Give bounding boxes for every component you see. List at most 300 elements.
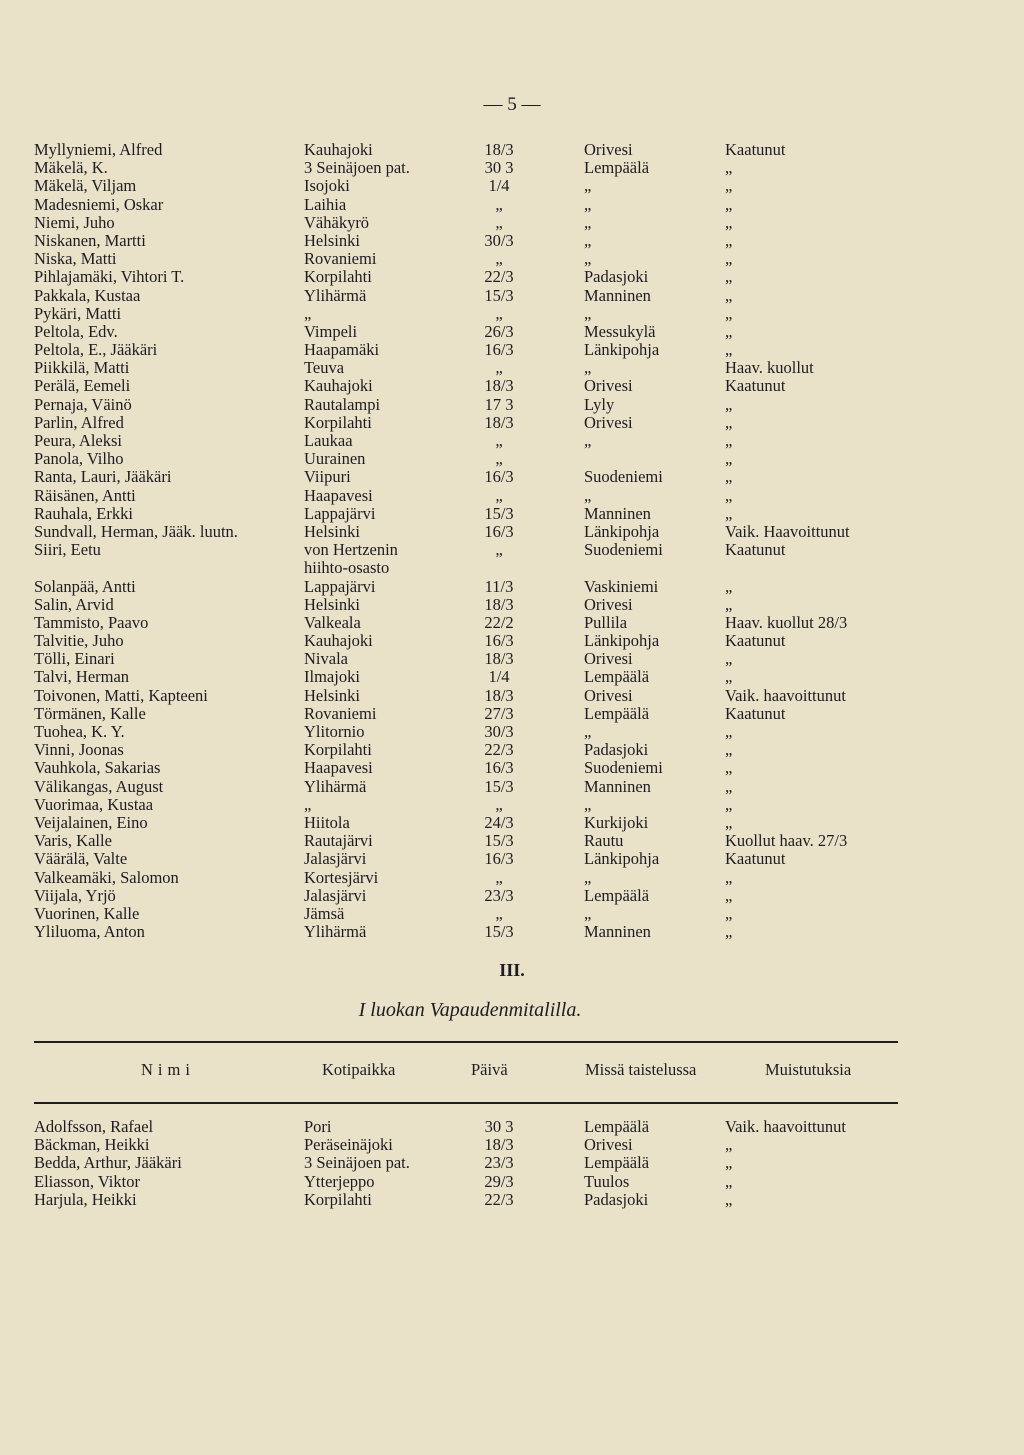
battle-cell: Manninen	[584, 922, 651, 942]
name-cell: Siiri, Eetu	[34, 540, 101, 560]
hometown-cell: Rautalampi	[304, 394, 381, 414]
battle-cell: Lempäälä	[584, 158, 650, 178]
table-row	[34, 705, 914, 723]
remarks-cell: Kaatunut	[725, 140, 786, 159]
date-cell: 16/3	[484, 758, 514, 778]
battle-cell: „	[584, 485, 592, 505]
remarks-cell: „	[725, 1153, 733, 1173]
hometown-cell: hiihto-osasto	[304, 558, 390, 578]
name-cell: Eliasson, Viktor	[34, 1171, 140, 1191]
section-title: I luokan Vapaudenmitalilla.	[358, 999, 582, 1021]
hometown-cell: Teuva	[304, 358, 345, 378]
remarks-cell: „	[725, 249, 733, 269]
name-cell: Tammisto, Paavo	[34, 612, 149, 632]
table-row	[34, 341, 914, 359]
remarks-cell: „	[725, 812, 733, 832]
date-cell: 24/3	[484, 812, 514, 832]
date-cell: „	[495, 194, 503, 214]
remarks-cell: „	[725, 885, 733, 905]
date-cell: „	[495, 540, 503, 560]
hometown-cell: Helsinki	[304, 521, 360, 541]
table-row	[34, 923, 914, 941]
battle-cell: Orivesi	[584, 649, 633, 669]
name-cell: Peltola, Edv.	[34, 321, 118, 341]
remarks-cell: „	[725, 267, 733, 287]
date-cell: „	[495, 212, 503, 232]
remarks-cell: „	[725, 285, 733, 305]
name-cell: Tuohea, K. Y.	[34, 722, 125, 741]
date-cell: „	[495, 249, 503, 269]
table-row	[34, 1136, 914, 1154]
hometown-cell: Ilmajoki	[304, 667, 360, 687]
date-cell: „	[495, 903, 503, 923]
date-cell: 15/3	[484, 503, 514, 523]
hometown-cell: Rovaniemi	[304, 249, 377, 269]
remarks-cell: „	[725, 667, 733, 687]
column-header-battle: Missä taistelussa	[585, 1060, 697, 1079]
column-header-date: Päivä	[471, 1060, 508, 1079]
hometown-cell: Haapavesi	[304, 485, 373, 505]
battle-cell: Länkipohja	[584, 631, 660, 651]
name-cell: Perälä, Eemeli	[34, 376, 131, 396]
hometown-cell: Lappajärvi	[304, 576, 376, 596]
name-cell: Räisänen, Antti	[34, 485, 136, 505]
table-row	[34, 596, 914, 614]
remarks-cell: „	[725, 867, 733, 887]
battle-cell: Manninen	[584, 285, 651, 305]
date-cell: 16/3	[484, 631, 514, 651]
battle-cell: Suodeniemi	[584, 467, 663, 487]
remarks-cell: Haav. kuollut	[725, 358, 814, 378]
remarks-cell: „	[725, 740, 733, 760]
date-cell: 15/3	[484, 285, 514, 305]
date-cell: 18/3	[484, 140, 514, 159]
name-cell: Vauhkola, Sakarias	[34, 758, 161, 778]
battle-cell: „	[584, 722, 592, 741]
date-cell: 16/3	[484, 467, 514, 487]
hometown-cell: Isojoki	[304, 176, 350, 196]
remarks-cell: „	[725, 722, 733, 741]
battle-cell: Länkipohja	[584, 521, 660, 541]
hometown-cell: Ylihärmä	[304, 285, 367, 305]
battle-cell: Lempäälä	[584, 667, 650, 687]
name-cell: Myllyniemi, Alfred	[34, 140, 163, 159]
hometown-cell: Helsinki	[304, 594, 360, 614]
battle-cell: „	[584, 176, 592, 196]
table-row	[34, 759, 914, 777]
table-row	[34, 559, 914, 577]
hometown-cell: Kauhajoki	[304, 140, 373, 159]
table-row	[34, 359, 914, 377]
battle-cell: Padasjoki	[584, 267, 649, 287]
date-cell: 22/2	[484, 612, 514, 632]
remarks-cell: „	[725, 594, 733, 614]
battle-cell: Messukylä	[584, 321, 656, 341]
remarks-cell: „	[725, 649, 733, 669]
battle-cell: Suodeniemi	[584, 540, 663, 560]
table-row	[34, 468, 914, 486]
table-row	[34, 177, 914, 195]
remarks-cell: „	[725, 503, 733, 523]
hometown-cell: Jalasjärvi	[304, 885, 367, 905]
remarks-cell: Haav. kuollut 28/3	[725, 612, 848, 632]
table-row	[34, 305, 914, 323]
hometown-cell: Jalasjärvi	[304, 849, 367, 869]
name-cell: Rauhala, Erkki	[34, 503, 133, 523]
hometown-cell: Korpilahti	[304, 1189, 372, 1209]
name-cell: Talvi, Herman	[34, 667, 130, 687]
name-cell: Madesniemi, Oskar	[34, 194, 164, 214]
remarks-cell: „	[725, 467, 733, 487]
name-cell: Adolfsson, Rafael	[34, 1117, 154, 1136]
battle-cell: Lempäälä	[584, 885, 650, 905]
table-row	[34, 614, 914, 632]
date-cell: „	[495, 303, 503, 323]
battle-cell: Länkipohja	[584, 849, 660, 869]
hometown-cell: Kauhajoki	[304, 376, 373, 396]
date-cell: 30 3	[484, 1117, 514, 1136]
battle-cell: Vaskiniemi	[584, 576, 659, 596]
name-cell: Pernaja, Väinö	[34, 394, 132, 414]
hometown-cell: Korpilahti	[304, 267, 372, 287]
remarks-cell: Vaik. Haavoittunut	[725, 521, 850, 541]
hometown-cell: Laihia	[304, 194, 347, 214]
date-cell: „	[495, 867, 503, 887]
name-cell: Solanpää, Antti	[34, 576, 136, 596]
table-row	[34, 723, 914, 741]
hometown-cell: Haapamäki	[304, 340, 380, 360]
hometown-cell: Ylihärmä	[304, 922, 367, 942]
name-cell: Toivonen, Matti, Kapteeni	[34, 685, 208, 705]
hometown-cell: von Hertzenin	[304, 540, 398, 560]
remarks-cell: „	[725, 449, 733, 469]
battle-cell: „	[584, 431, 592, 450]
date-cell: 18/3	[484, 594, 514, 614]
column-header-hometown: Kotipaikka	[322, 1060, 396, 1079]
name-cell: Törmänen, Kalle	[34, 703, 146, 723]
hometown-cell: Vähäkyrö	[304, 212, 370, 232]
remarks-cell: Kaatunut	[725, 540, 786, 560]
date-cell: 22/3	[484, 740, 514, 760]
battle-cell: Orivesi	[584, 1135, 633, 1155]
remarks-cell: „	[725, 794, 733, 814]
remarks-cell: Kaatunut	[725, 703, 786, 723]
battle-cell: Kurkijoki	[584, 812, 649, 832]
name-cell: Talvitie, Juho	[34, 631, 124, 651]
name-cell: Ranta, Lauri, Jääkäri	[34, 467, 172, 487]
table-row	[34, 287, 914, 305]
battle-cell: Orivesi	[584, 685, 633, 705]
name-cell: Väärälä, Valte	[34, 849, 128, 869]
remarks-cell: Vaik. haavoittunut	[725, 1117, 846, 1136]
table-row	[34, 632, 914, 650]
hometown-cell: 3 Seinäjoen pat.	[304, 1153, 410, 1173]
table-row	[34, 887, 914, 905]
name-cell: Varis, Kalle	[34, 831, 112, 851]
table-row	[34, 741, 914, 759]
table-row	[34, 687, 914, 705]
table-row	[34, 578, 914, 596]
battle-cell: „	[584, 212, 592, 232]
casualty-list-upper	[34, 141, 914, 941]
hometown-cell: Viipuri	[304, 467, 351, 487]
date-cell: 18/3	[484, 649, 514, 669]
remarks-cell: „	[725, 776, 733, 796]
battle-cell: Länkipohja	[584, 340, 660, 360]
table-row	[34, 232, 914, 250]
battle-cell: „	[584, 230, 592, 250]
table-row	[34, 268, 914, 286]
name-cell: Pykäri, Matti	[34, 303, 122, 323]
name-cell: Panola, Vilho	[34, 449, 124, 469]
remarks-cell: „	[725, 394, 733, 414]
remarks-cell: „	[725, 485, 733, 505]
battle-cell: Padasjoki	[584, 1189, 649, 1209]
table-row	[34, 832, 914, 850]
date-cell: 29/3	[484, 1171, 514, 1191]
date-cell: 18/3	[484, 376, 514, 396]
date-cell: 22/3	[484, 267, 514, 287]
date-cell: „	[495, 449, 503, 469]
name-cell: Valkeamäki, Salomon	[34, 867, 179, 887]
battle-cell: Suodeniemi	[584, 758, 663, 778]
name-cell: Salin, Arvid	[34, 594, 114, 614]
table-row	[34, 1191, 914, 1209]
remarks-cell: „	[725, 922, 733, 942]
table-row	[34, 1173, 914, 1191]
hometown-cell: Korpilahti	[304, 740, 372, 760]
hometown-cell: Kortesjärvi	[304, 867, 379, 887]
battle-cell: Orivesi	[584, 140, 633, 159]
name-cell: Bäckman, Heikki	[34, 1135, 150, 1155]
remarks-cell: „	[725, 1189, 733, 1209]
date-cell: 30/3	[484, 722, 514, 741]
remarks-cell: „	[725, 412, 733, 432]
remarks-cell: Kuollut haav. 27/3	[725, 831, 848, 851]
battle-cell: Manninen	[584, 776, 651, 796]
battle-cell: Padasjoki	[584, 740, 649, 760]
remarks-cell: „	[725, 321, 733, 341]
table-row	[34, 850, 914, 868]
date-cell: 18/3	[484, 412, 514, 432]
battle-cell: „	[584, 867, 592, 887]
battle-cell: Rautu	[584, 831, 624, 851]
table-row	[34, 796, 914, 814]
header-rule-bottom	[34, 1102, 898, 1104]
hometown-cell: Haapavesi	[304, 758, 373, 778]
name-cell: Pakkala, Kustaa	[34, 285, 141, 305]
date-cell: 1/4	[488, 667, 510, 687]
table-row	[34, 523, 914, 541]
name-cell: Yliluoma, Anton	[34, 922, 145, 942]
battle-cell: „	[584, 903, 592, 923]
date-cell: 30/3	[484, 230, 514, 250]
remarks-cell: „	[725, 1135, 733, 1155]
date-cell: 15/3	[484, 776, 514, 796]
hometown-cell: Rautajärvi	[304, 831, 373, 851]
date-cell: „	[495, 485, 503, 505]
hometown-cell: Jämsä	[304, 903, 345, 923]
name-cell: Vuorimaa, Kustaa	[34, 794, 154, 814]
remarks-cell: Kaatunut	[725, 376, 786, 396]
table-row	[34, 450, 914, 468]
name-cell: Viijala, Yrjö	[34, 885, 116, 905]
name-cell: Parlin, Alfred	[34, 412, 124, 432]
remarks-cell: Kaatunut	[725, 849, 786, 869]
remarks-cell: „	[725, 230, 733, 250]
date-cell: „	[495, 431, 503, 450]
header-rule-top	[34, 1041, 898, 1043]
name-cell: Mäkelä, Viljam	[34, 176, 137, 196]
remarks-cell: Kaatunut	[725, 631, 786, 651]
battle-cell: Tuulos	[584, 1171, 630, 1191]
section-number: III.	[499, 960, 525, 980]
remarks-cell: „	[725, 431, 733, 450]
hometown-cell: Lappajärvi	[304, 503, 376, 523]
name-cell: Peltola, E., Jääkäri	[34, 340, 158, 360]
battle-cell: „	[584, 249, 592, 269]
battle-cell: Lempäälä	[584, 703, 650, 723]
column-header-remarks: Muistutuksia	[765, 1060, 852, 1079]
table-row	[34, 250, 914, 268]
name-cell: Sundvall, Herman, Jääk. luutn.	[34, 521, 238, 541]
date-cell: 16/3	[484, 521, 514, 541]
table-row	[34, 650, 914, 668]
hometown-cell: Rovaniemi	[304, 703, 377, 723]
battle-cell: Manninen	[584, 503, 651, 523]
name-cell: Bedda, Arthur, Jääkäri	[34, 1153, 182, 1173]
name-cell: Piikkilä, Matti	[34, 358, 130, 378]
date-cell: 15/3	[484, 922, 514, 942]
battle-cell: „	[584, 794, 592, 814]
name-cell: Vuorinen, Kalle	[34, 903, 140, 923]
hometown-cell: „	[304, 794, 312, 814]
date-cell: 22/3	[484, 1189, 514, 1209]
battle-cell: Lyly	[584, 394, 615, 414]
date-cell: 23/3	[484, 1153, 514, 1173]
date-cell: 18/3	[484, 685, 514, 705]
name-cell: Mäkelä, K.	[34, 158, 108, 178]
date-cell: 17 3	[484, 394, 514, 414]
date-cell: 16/3	[484, 849, 514, 869]
hometown-cell: Korpilahti	[304, 412, 372, 432]
hometown-cell: Hiitola	[304, 812, 350, 832]
battle-cell: Orivesi	[584, 412, 633, 432]
table-row	[34, 141, 914, 159]
battle-cell: „	[584, 358, 592, 378]
name-cell: Peura, Aleksi	[34, 431, 122, 450]
table-row	[34, 814, 914, 832]
battle-cell: Orivesi	[584, 376, 633, 396]
name-cell: Välikangas, August	[34, 776, 164, 796]
table-row	[34, 505, 914, 523]
table-row	[34, 1118, 914, 1136]
date-cell: 16/3	[484, 340, 514, 360]
table-row	[34, 905, 914, 923]
date-cell: „	[495, 794, 503, 814]
table-row	[34, 159, 914, 177]
date-cell: 30 3	[484, 158, 514, 178]
remarks-cell: „	[725, 158, 733, 178]
remarks-cell: Vaik. haavoittunut	[725, 685, 846, 705]
table-row	[34, 1154, 914, 1172]
date-cell: 27/3	[484, 703, 514, 723]
battle-cell: „	[584, 303, 592, 323]
remarks-cell: „	[725, 340, 733, 360]
date-cell: 26/3	[484, 321, 514, 341]
date-cell: „	[495, 358, 503, 378]
battle-cell: „	[584, 194, 592, 214]
table-row	[34, 541, 914, 559]
remarks-cell: „	[725, 194, 733, 214]
table-row	[34, 377, 914, 395]
page-number: — 5 —	[483, 94, 541, 115]
hometown-cell: Ylitornio	[304, 722, 365, 741]
table-row	[34, 869, 914, 887]
date-cell: 15/3	[484, 831, 514, 851]
hometown-cell: Helsinki	[304, 685, 360, 705]
battle-cell: Orivesi	[584, 594, 633, 614]
date-cell: 23/3	[484, 885, 514, 905]
hometown-cell: Uurainen	[304, 449, 366, 469]
date-cell: 11/3	[484, 576, 514, 596]
hometown-cell: Peräseinäjoki	[304, 1135, 393, 1155]
table-row	[34, 414, 914, 432]
hometown-cell: 3 Seinäjoen pat.	[304, 158, 410, 178]
table-row	[34, 214, 914, 232]
table-row	[34, 778, 914, 796]
remarks-cell: „	[725, 1171, 733, 1191]
name-cell: Veijalainen, Eino	[34, 812, 148, 832]
hometown-cell: Kauhajoki	[304, 631, 373, 651]
date-cell: 1/4	[488, 176, 510, 196]
remarks-cell: „	[725, 576, 733, 596]
hometown-cell: Helsinki	[304, 230, 360, 250]
name-cell: Niska, Matti	[34, 249, 117, 269]
date-cell: 18/3	[484, 1135, 514, 1155]
hometown-cell: Pori	[304, 1117, 332, 1136]
remarks-cell: „	[725, 176, 733, 196]
table-row	[34, 323, 914, 341]
medal-list-lower	[34, 1118, 914, 1209]
hometown-cell: „	[304, 303, 312, 323]
table-row	[34, 196, 914, 214]
hometown-cell: Valkeala	[304, 612, 361, 632]
hometown-cell: Vimpeli	[304, 321, 358, 341]
battle-cell: Lempäälä	[584, 1153, 650, 1173]
name-cell: Harjula, Heikki	[34, 1189, 137, 1209]
column-header-name: Nimi	[141, 1060, 195, 1079]
name-cell: Tölli, Einari	[34, 649, 115, 669]
name-cell: Niskanen, Martti	[34, 230, 146, 250]
table-row	[34, 668, 914, 686]
table-row	[34, 396, 914, 414]
name-cell: Vinni, Joonas	[34, 740, 124, 760]
remarks-cell: „	[725, 758, 733, 778]
remarks-cell: „	[725, 903, 733, 923]
remarks-cell: „	[725, 212, 733, 232]
hometown-cell: Laukaa	[304, 431, 353, 450]
table-row	[34, 487, 914, 505]
table-row	[34, 432, 914, 450]
name-cell: Niemi, Juho	[34, 212, 115, 232]
hometown-cell: Nivala	[304, 649, 348, 669]
battle-cell: Lempäälä	[584, 1117, 650, 1136]
name-cell: Pihlajamäki, Vihtori T.	[34, 267, 185, 287]
hometown-cell: Ytterjeppo	[304, 1171, 375, 1191]
remarks-cell: „	[725, 303, 733, 323]
battle-cell: Pullila	[584, 612, 628, 632]
